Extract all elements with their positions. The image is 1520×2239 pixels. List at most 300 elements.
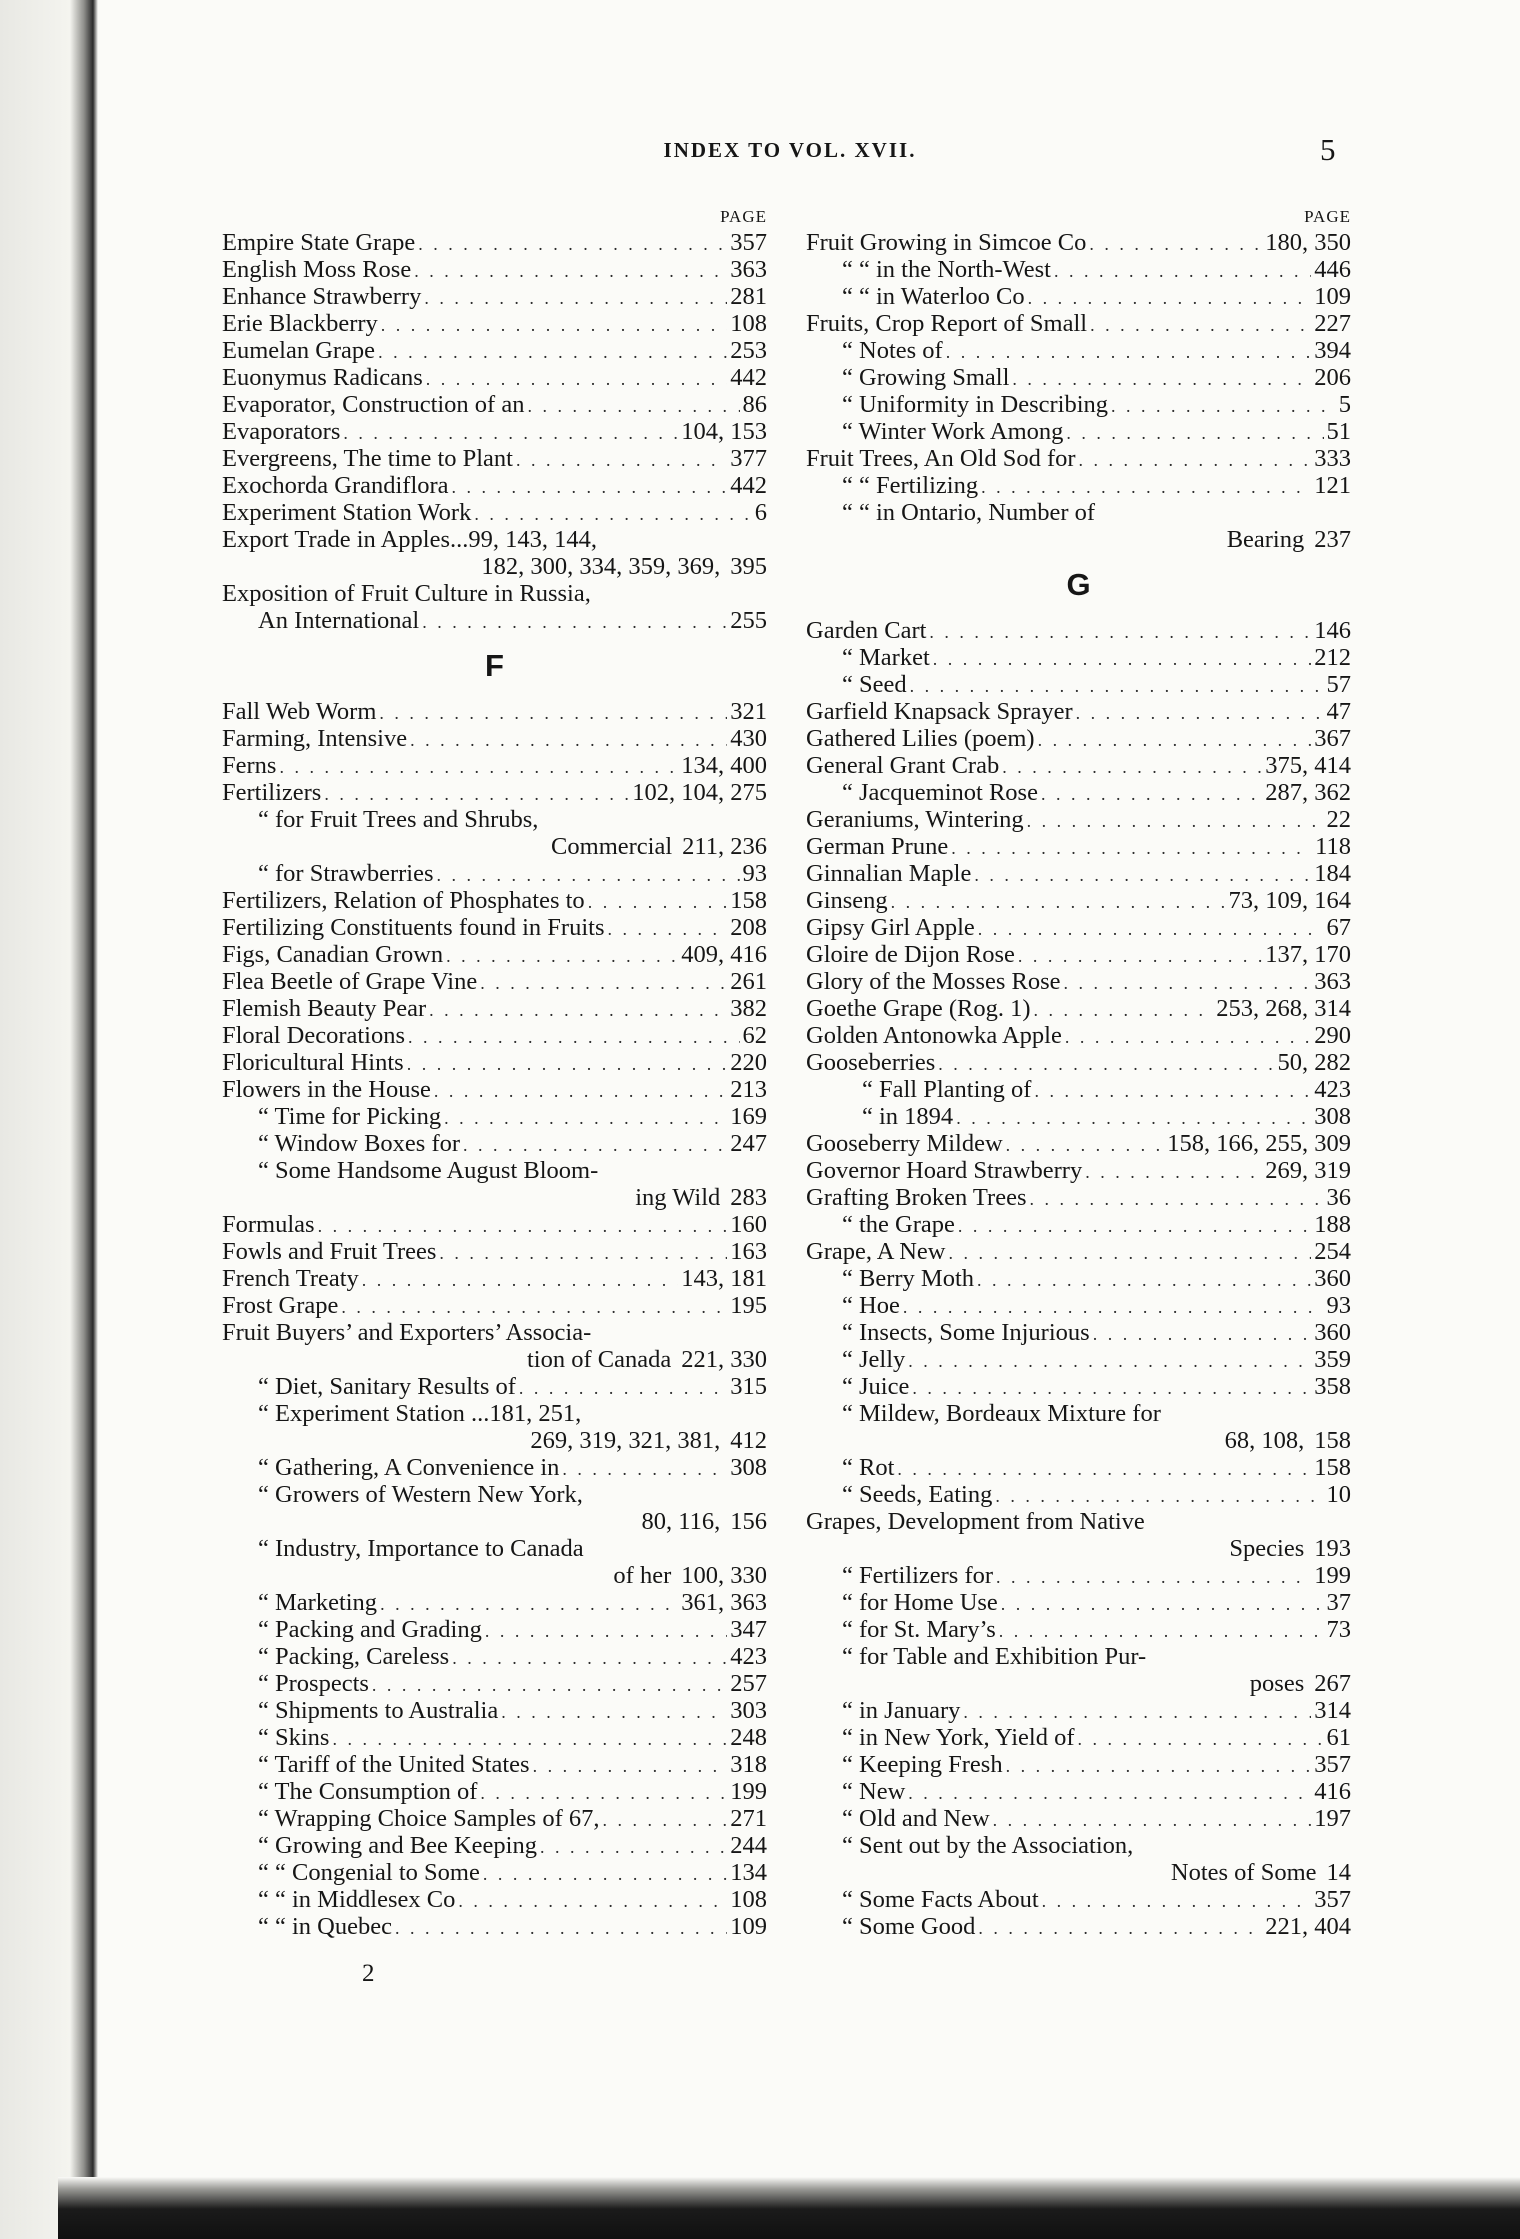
index-entry-pages: 358 [1314, 1373, 1351, 1400]
index-entry-pages: 93 [1326, 1292, 1351, 1319]
dot-leader [908, 1348, 1311, 1375]
index-entry [222, 1859, 767, 1886]
index-entry-pages: 303 [730, 1697, 767, 1724]
index-entry [222, 1130, 767, 1157]
index-entry-pages: 220 [730, 1049, 767, 1076]
dot-leader [381, 312, 727, 339]
index-entry [222, 337, 767, 364]
index-entry-term: “ “ in Quebec [258, 1913, 392, 1940]
index-entry [222, 1724, 767, 1751]
index-entry-pages: 281 [730, 283, 767, 310]
index-entry-term: “ Juice [842, 1373, 910, 1400]
index-entry-term: Evergreens, The time to Plant [222, 445, 513, 472]
index-entry-pages: 195 [730, 1292, 767, 1319]
index-entry [806, 1373, 1351, 1400]
index-entry-pages: 50, 282 [1277, 1049, 1351, 1076]
index-entry-term: Grafting Broken Trees [806, 1184, 1027, 1211]
index-entry-pages: 180, 350 [1265, 229, 1351, 256]
index-entry-pages: 160 [730, 1211, 767, 1238]
index-entry [222, 1238, 767, 1265]
page-column-label: PAGE [720, 207, 767, 226]
index-entry-pages: 156 [730, 1508, 767, 1535]
index-entry [222, 1589, 767, 1616]
dot-leader [1034, 997, 1214, 1024]
dot-leader [978, 1915, 1262, 1942]
index-entry-pages: 184 [1314, 860, 1351, 887]
index-entry-pages: 188 [1314, 1211, 1351, 1238]
index-entry-term: “ “ in the North-West [842, 256, 1051, 283]
page-bottom-edge [58, 2177, 1520, 2239]
index-entry-term: Gloire de Dijon Rose [806, 941, 1015, 968]
dot-leader [948, 1240, 1311, 1267]
dot-leader [607, 916, 727, 943]
index-entry-pages: 57 [1326, 671, 1351, 698]
dot-leader [1041, 781, 1262, 808]
index-entry [222, 445, 767, 472]
dot-leader [341, 1294, 727, 1321]
dot-leader [951, 835, 1312, 862]
index-entry [222, 607, 767, 634]
dot-leader [1054, 258, 1311, 285]
dot-leader [999, 1618, 1324, 1645]
index-entry-term: “ Some Facts About [842, 1886, 1039, 1913]
index-entry-term: Commercial [551, 833, 673, 860]
index-entry [222, 1886, 767, 1913]
index-entry-term: Gathered Lilies (poem) [806, 725, 1035, 752]
index-entry [806, 256, 1351, 283]
index-entry-pages: 104, 153 [681, 418, 767, 445]
dot-leader [995, 1483, 1323, 1510]
index-entry-term: “ for Table and Exhibition Pur- [842, 1643, 1147, 1670]
index-entry [222, 1697, 767, 1724]
index-entry-term: “ in 1894 [862, 1103, 954, 1130]
index-entry [222, 1103, 767, 1130]
index-entry-pages: 36 [1326, 1184, 1351, 1211]
index-entry [806, 418, 1351, 445]
dot-leader [946, 339, 1312, 366]
index-entry [222, 1616, 767, 1643]
index-entry-pages: 137, 170 [1265, 941, 1351, 968]
index-entry-pages: 423 [730, 1643, 767, 1670]
index-entry [222, 914, 767, 941]
dot-leader [1034, 1078, 1311, 1105]
index-entry-pages: 67 [1326, 914, 1351, 941]
index-entry-pages: 158, 166, 255, 309 [1167, 1130, 1351, 1157]
index-entry [806, 1643, 1351, 1670]
index-entry-term: tion of Canada [527, 1346, 672, 1373]
index-entry-term: Grapes, Development from Native [806, 1508, 1145, 1535]
index-entry-term: French Treaty [222, 1265, 359, 1292]
index-entry-pages: 212 [1314, 644, 1351, 671]
index-entry-term: English Moss Rose [222, 256, 412, 283]
index-entry [222, 310, 767, 337]
index-entry-term: “ in New York, Yield of [842, 1724, 1075, 1751]
index-entry [222, 418, 767, 445]
index-entry-term: Fruit Trees, An Old Sod for [806, 445, 1076, 472]
index-entry-pages: 169 [730, 1103, 767, 1130]
dot-leader [958, 1213, 1311, 1240]
index-entry-term: “ Berry Moth [842, 1265, 974, 1292]
index-entry [222, 1913, 767, 1940]
index-entry-term: poses [1249, 1670, 1305, 1697]
index-entry-pages: 158 [730, 887, 767, 914]
index-entry [806, 1508, 1351, 1535]
index-entry [806, 860, 1351, 887]
index-entry [806, 229, 1351, 256]
dot-leader [474, 501, 751, 528]
index-entry [222, 806, 767, 833]
index-entry-term: Goethe Grape (Rog. 1) [806, 995, 1031, 1022]
index-entry [806, 1778, 1351, 1805]
index-entry-continuation [222, 1427, 767, 1454]
index-entry-pages: 347 [730, 1616, 767, 1643]
index-entry-pages: 108 [730, 1886, 767, 1913]
index-entry [806, 698, 1351, 725]
index-entry-term: “ Growing Small [842, 364, 1010, 391]
dot-leader [929, 619, 1311, 646]
index-entry-continuation [222, 1346, 767, 1373]
dot-leader [1065, 1024, 1311, 1051]
index-entry-term: Gooseberries [806, 1049, 936, 1076]
dot-leader [452, 474, 728, 501]
index-entry-term: Fruit Growing in Simcoe Co [806, 229, 1087, 256]
index-entry-pages: 395 [730, 553, 767, 580]
index-entry-pages: 287, 362 [1265, 779, 1351, 806]
index-entry [806, 725, 1351, 752]
index-entry [806, 1049, 1351, 1076]
index-entry-pages: 253, 268, 314 [1216, 995, 1351, 1022]
index-entry-term: Ginseng [806, 887, 888, 914]
index-entry-term: “ Insects, Some Injurious [842, 1319, 1090, 1346]
dot-leader [908, 1780, 1311, 1807]
index-entry-pages: 244 [730, 1832, 767, 1859]
page-binding-edge [0, 0, 98, 2239]
index-entry-pages: 363 [1314, 968, 1351, 995]
index-entry-pages: 357 [730, 229, 767, 256]
dot-leader [424, 285, 727, 312]
index-entry-pages: 102, 104, 275 [632, 779, 767, 806]
index-entry [806, 1751, 1351, 1778]
index-entry [806, 1454, 1351, 1481]
index-entry-term: “ Jelly [842, 1346, 906, 1373]
index-entry [222, 1454, 767, 1481]
dot-leader [458, 1888, 727, 1915]
index-entry-pages: 394 [1314, 337, 1351, 364]
index-entry [222, 256, 767, 283]
dot-leader [452, 1645, 727, 1672]
index-entry-term: “ for Fruit Trees and Shrubs, [258, 806, 539, 833]
index-entry-term: General Grant Crab [806, 752, 1000, 779]
index-entry-pages: 363 [730, 256, 767, 283]
index-entry-pages: 163 [730, 1238, 767, 1265]
index-entry-pages: 227 [1314, 310, 1351, 337]
index-entry-pages: 261 [730, 968, 767, 995]
index-entry-pages: 6 [754, 499, 767, 526]
index-entry-pages: 61 [1326, 1724, 1351, 1751]
index-entry [806, 1319, 1351, 1346]
index-entry-term: 182, 300, 334, 359, 369, [481, 553, 721, 580]
index-entry-pages: 333 [1314, 445, 1351, 472]
index-entry-pages: 267 [1314, 1670, 1351, 1697]
index-entry-term: Garden Cart [806, 617, 927, 644]
index-entry-term: “ for Home Use [842, 1589, 998, 1616]
dot-leader [933, 646, 1312, 673]
index-entry [806, 1022, 1351, 1049]
dot-leader [516, 447, 727, 474]
index-entry-term: “ “ in Middlesex Co [258, 1886, 456, 1913]
index-entry-term: “ Sent out by the Association, [842, 1832, 1134, 1859]
index-entry-term: Flowers in the House [222, 1076, 431, 1103]
index-entry [222, 1643, 767, 1670]
index-entry [222, 968, 767, 995]
index-entry [806, 1616, 1351, 1643]
index-entry-pages: 109 [730, 1913, 767, 1940]
index-entry-term: 68, 108, [1224, 1427, 1305, 1454]
index-entry-term: “ “ in Ontario, Number of [842, 499, 1096, 526]
dot-leader [485, 1618, 727, 1645]
dot-leader [1027, 808, 1324, 835]
index-entry-term: “ Seeds, Eating [842, 1481, 993, 1508]
index-entry-pages: 254 [1314, 1238, 1351, 1265]
index-entry [222, 499, 767, 526]
index-entry-pages: 14 [1326, 1859, 1351, 1886]
index-entry-pages: 409, 416 [681, 941, 767, 968]
index-entry [806, 1724, 1351, 1751]
dot-leader [588, 889, 728, 916]
index-entry-term: Frost Grape [222, 1292, 339, 1319]
index-entry [806, 1076, 1351, 1103]
dot-leader [897, 1456, 1311, 1483]
dot-leader [395, 1915, 727, 1942]
index-entry-pages: 5 [1338, 391, 1351, 418]
index-entry-term: Exposition of Fruit Culture in Russia, [222, 580, 591, 607]
index-entry-pages: 121 [1314, 472, 1351, 499]
index-entry [806, 914, 1351, 941]
index-entry-pages: 382 [730, 995, 767, 1022]
dot-leader [439, 1240, 727, 1267]
index-entry-pages: 361, 363 [681, 1589, 767, 1616]
page-number: 5 [1320, 132, 1336, 167]
dot-leader [437, 862, 740, 889]
dot-leader [533, 1753, 728, 1780]
dot-leader [978, 916, 1324, 943]
index-entry-pages: 237 [1314, 526, 1351, 553]
index-entry-pages: 360 [1314, 1265, 1351, 1292]
index-entry-pages: 308 [1314, 1103, 1351, 1130]
index-entry [806, 472, 1351, 499]
index-entry-pages: 22 [1326, 806, 1351, 833]
dot-leader [1006, 1132, 1165, 1159]
dot-leader [1085, 1159, 1262, 1186]
dot-leader [910, 673, 1324, 700]
dot-leader [912, 1375, 1311, 1402]
index-entry-term: Fruits, Crop Report of Small [806, 310, 1088, 337]
index-entry-pages: 360 [1314, 1319, 1351, 1346]
index-entry-continuation [222, 833, 767, 860]
index-entry [222, 725, 767, 752]
index-entry-pages: 73, 109, 164 [1228, 887, 1351, 914]
dot-leader [318, 1213, 728, 1240]
index-entry-pages: 118 [1315, 833, 1351, 860]
index-entry-pages: 253 [730, 337, 767, 364]
dot-leader [1012, 366, 1311, 393]
dot-leader [963, 1699, 1311, 1726]
index-entry-term: Erie Blackberry [222, 310, 378, 337]
index-entry [806, 833, 1351, 860]
index-entry-pages: 221, 404 [1265, 1913, 1351, 1940]
index-entry [222, 1076, 767, 1103]
index-entry [806, 283, 1351, 310]
index-entry-pages: 221, 330 [681, 1346, 767, 1373]
index-entry [806, 445, 1351, 472]
index-entry-term: “ Gathering, A Convenience in [258, 1454, 560, 1481]
dot-leader [1090, 312, 1311, 339]
index-entry [806, 1886, 1351, 1913]
index-entry-term: “ Growers of Western New York, [258, 1481, 583, 1508]
index-entry-pages: 423 [1314, 1076, 1351, 1103]
index-entry-term: “ Notes of [842, 337, 943, 364]
index-entry-pages: 73 [1326, 1616, 1351, 1643]
index-entry [806, 391, 1351, 418]
index-entry-term: Fertilizing Constituents found in Fruits [222, 914, 605, 941]
index-entry [222, 1373, 767, 1400]
dot-leader [332, 1726, 727, 1753]
page-column-label: PAGE [1304, 207, 1351, 226]
index-column-right [806, 205, 1351, 1940]
dot-leader [480, 1780, 727, 1807]
index-entry [222, 229, 767, 256]
index-entry [806, 1562, 1351, 1589]
index-entry-term: “ Shipments to Australia [258, 1697, 499, 1724]
dot-leader [1002, 754, 1262, 781]
index-entry-term: “ Fall Planting of [862, 1076, 1032, 1103]
dot-leader [1066, 420, 1323, 447]
index-entry-term: Gipsy Girl Apple [806, 914, 975, 941]
dot-leader [446, 943, 678, 970]
index-entry-pages: 47 [1326, 698, 1351, 725]
index-entry-term: “ New [842, 1778, 906, 1805]
index-entry-term: “ Hoe [842, 1292, 900, 1319]
index-entry-term: Euonymus Radicans [222, 364, 423, 391]
dot-leader [996, 1564, 1311, 1591]
index-entry-continuation [806, 1670, 1351, 1697]
dot-leader [378, 339, 727, 366]
dot-leader [562, 1456, 727, 1483]
index-entry-continuation [222, 1184, 767, 1211]
index-entry [806, 1400, 1351, 1427]
index-entry-term: Geraniums, Wintering [806, 806, 1024, 833]
index-entry [806, 1238, 1351, 1265]
index-entry-pages: 255 [730, 607, 767, 634]
index-entry-pages: 321 [730, 698, 767, 725]
index-entry-term: “ Old and New [842, 1805, 990, 1832]
index-entry [806, 1265, 1351, 1292]
index-entry-pages: 193 [1314, 1535, 1351, 1562]
index-entry [222, 1805, 767, 1832]
dot-leader [324, 781, 629, 808]
index-entry-term: “ for St. Mary’s [842, 1616, 996, 1643]
index-entry [222, 1400, 767, 1427]
dot-leader [426, 366, 728, 393]
index-entry-term: “ Window Boxes for [258, 1130, 461, 1157]
index-entry-pages: 375, 414 [1265, 752, 1351, 779]
index-entry-term: Species [1229, 1535, 1305, 1562]
index-entry [806, 1211, 1351, 1238]
index-entry-pages: 416 [1314, 1778, 1351, 1805]
index-entry-term: “ the Grape [842, 1211, 955, 1238]
index-entry-term: Garfield Knapsack Sprayer [806, 698, 1073, 725]
index-entry [222, 698, 767, 725]
index-entry-continuation [222, 1508, 767, 1535]
index-entry [806, 1913, 1351, 1940]
index-entry-term: “ Wrapping Choice Samples of 67, [258, 1805, 600, 1832]
index-entry-pages: 357 [1314, 1751, 1351, 1778]
index-entry-term: “ in January [842, 1697, 961, 1724]
dot-leader [501, 1699, 727, 1726]
dot-leader [429, 997, 727, 1024]
index-entry-term: “ The Consumption of [258, 1778, 478, 1805]
dot-leader [1038, 727, 1312, 754]
index-entry-continuation [222, 1562, 767, 1589]
index-entry-pages: 314 [1314, 1697, 1351, 1724]
index-entry [806, 644, 1351, 671]
index-column-left [222, 205, 767, 1940]
index-entry [222, 472, 767, 499]
index-entry-pages: 430 [730, 725, 767, 752]
index-entry-pages: 86 [742, 391, 767, 418]
index-entry [222, 364, 767, 391]
index-entry-pages: 213 [730, 1076, 767, 1103]
index-entry-term: Fertilizers [222, 779, 322, 806]
index-entry [806, 1130, 1351, 1157]
index-entry-term: “ “ in Waterloo Co [842, 283, 1025, 310]
index-entry [806, 806, 1351, 833]
index-entry-term: Gooseberry Mildew [806, 1130, 1003, 1157]
index-entry-pages: 206 [1314, 364, 1351, 391]
index-entry-term: Farming, Intensive [222, 725, 408, 752]
index-entry-pages: 10 [1326, 1481, 1351, 1508]
index-entry [806, 779, 1351, 806]
index-entry-term: “ Experiment Station ...181, 251, [258, 1400, 582, 1427]
index-entry-term: “ Uniformity in Describing [842, 391, 1109, 418]
dot-leader [408, 1024, 739, 1051]
index-entry-term: Ferns [222, 752, 277, 779]
index-entry-pages: 199 [1314, 1562, 1351, 1589]
index-entry-pages: 248 [730, 1724, 767, 1751]
index-entry [806, 887, 1351, 914]
index-entry-term: Grape, A New [806, 1238, 946, 1265]
index-entry-pages: 442 [730, 364, 767, 391]
index-entry-term: German Prune [806, 833, 949, 860]
index-entry-term: Evaporators [222, 418, 341, 445]
section-letter-heading: F [485, 648, 504, 683]
index-entry [806, 337, 1351, 364]
index-entry-term: Fruit Buyers’ and Exporters’ Associa- [222, 1319, 592, 1346]
index-entry-pages: 134 [730, 1859, 767, 1886]
index-entry-pages: 247 [730, 1130, 767, 1157]
index-entry-pages: 199 [730, 1778, 767, 1805]
index-entry-term: Experiment Station Work [222, 499, 472, 526]
dot-leader [343, 420, 678, 447]
index-entry-pages: 377 [730, 445, 767, 472]
index-entry [806, 1697, 1351, 1724]
index-entry [806, 995, 1351, 1022]
index-entry [222, 941, 767, 968]
index-entry [222, 1319, 767, 1346]
index-entry-term: “ Rot [842, 1454, 895, 1481]
index-entry [222, 1481, 767, 1508]
index-entry-term: “ Skins [258, 1724, 330, 1751]
